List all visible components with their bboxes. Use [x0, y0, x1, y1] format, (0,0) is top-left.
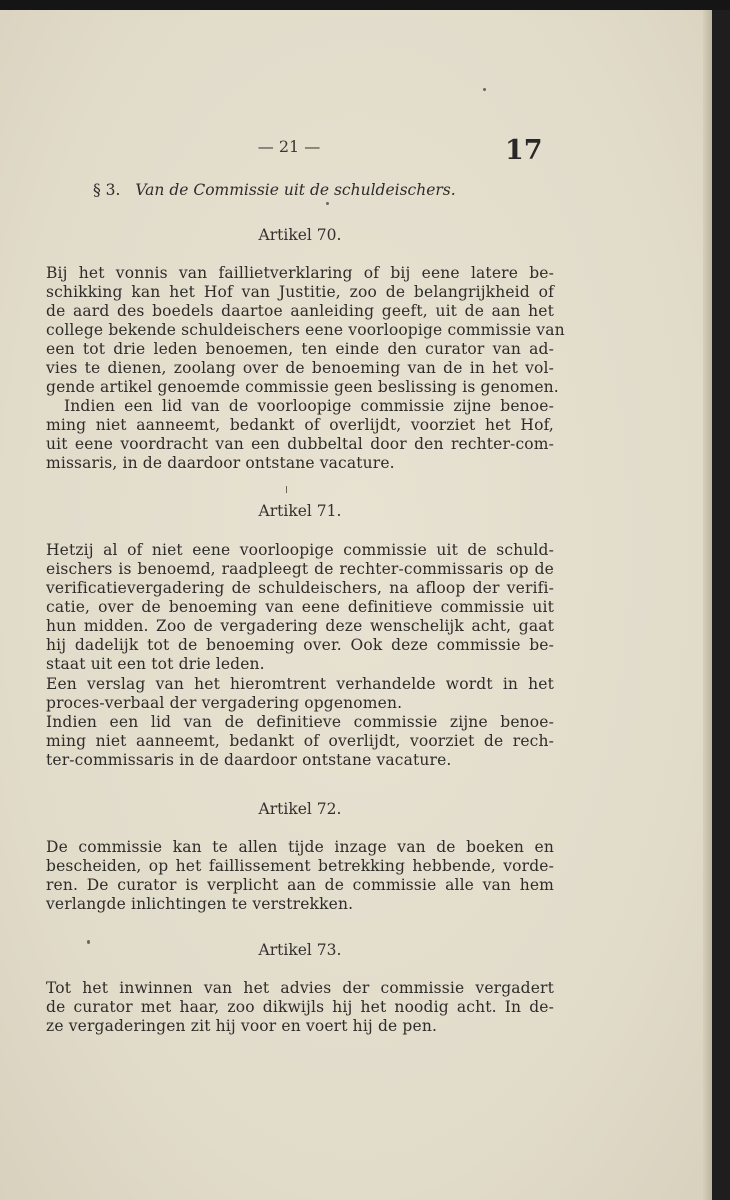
article-paragraph	[46, 264, 565, 397]
text-line: ter-commissaris in de daardoor ontstane vacature.	[46, 751, 452, 769]
paper-speck	[87, 940, 90, 944]
article-heading: Artikel 71.	[258, 502, 342, 520]
text-line: staat uit een tot drie leden.	[46, 655, 265, 673]
text-line: hun midden. Zoo de vergadering deze wenschelijk acht, gaat	[46, 617, 554, 635]
article-paragraph	[46, 397, 554, 473]
paper-speck	[483, 88, 486, 91]
section-heading	[93, 181, 456, 199]
text-line: ming niet aanneemt, bedankt of overlijdt, voorziet de rech-	[46, 732, 554, 750]
text-line: de curator met haar, zoo dikwijls hij het noodig acht. In de-	[46, 998, 554, 1016]
text-line: catie, over de benoeming van eene definitieve commissie uit	[46, 598, 554, 616]
text-line: Indien een lid van de definitieve commissie zijne benoe-	[46, 713, 554, 731]
paper-speck	[286, 486, 287, 493]
text-line: bescheiden, op het faillissement betrekking hebbende, vorde-	[46, 857, 554, 875]
section-title: Van de Commissie uit de schuldeischers.	[135, 181, 456, 199]
text-line: schikking kan het Hof van Justitie, zoo de belangrijkheid of	[46, 283, 554, 301]
text-line: Tot het inwinnen van het advies der commissie vergadert	[46, 979, 554, 997]
scan-right-border	[712, 10, 730, 1200]
text-line: verlangde inlichtingen te verstrekken.	[46, 895, 354, 913]
page-number: 17	[505, 135, 543, 166]
article-paragraph	[46, 838, 554, 914]
text-line: uit eene voordracht van een dubbeltal door den rechter-com-	[46, 435, 554, 453]
text-line: ze vergaderingen zit hij voor en voert hij de pen.	[46, 1017, 438, 1035]
text-line: een tot drie leden benoemen, ten einde den curator van ad-	[46, 340, 554, 358]
article-paragraph	[46, 713, 554, 770]
article-heading: Artikel 73.	[258, 941, 342, 959]
text-line: de aard des boedels daartoe aanleiding geeft, uit de aan het	[46, 302, 554, 320]
text-line: hij dadelijk tot de benoeming over. Ook deze commissie be-	[46, 636, 554, 654]
text-line: Indien een lid van de voorloopige commissie zijne benoe-	[64, 397, 554, 415]
article-paragraph	[46, 979, 554, 1036]
text-line: gende artikel genoemde commissie geen beslissing is genomen.	[46, 378, 559, 396]
page-edge-shadow	[703, 10, 712, 1200]
text-line: eischers is benoemd, raadpleegt de rechter-commissaris op de	[46, 560, 554, 578]
running-page-number: — 21 —	[257, 137, 321, 156]
paper-speck	[326, 202, 329, 205]
article-heading: Artikel 70.	[258, 226, 342, 244]
text-line: proces-verbaal der vergadering opgenomen.	[46, 694, 403, 712]
text-line: ren. De curator is verplicht aan de commissie alle van hem	[46, 876, 554, 894]
text-line: ming niet aanneemt, bedankt of overlijdt, voorziet het Hof,	[46, 416, 554, 434]
text-line: missaris, in de daardoor ontstane vacature.	[46, 454, 395, 472]
text-line: Hetzij al of niet eene voorloopige commissie uit de schuld-	[46, 541, 554, 559]
text-line: verificatievergadering de schuldeischers, na afloop der verifi-	[46, 579, 554, 597]
text-line: vies te dienen, zoolang over de benoeming van de in het vol-	[46, 359, 554, 377]
article-paragraph	[46, 675, 554, 713]
text-line: Een verslag van het hieromtrent verhandelde wordt in het	[46, 675, 554, 693]
section-number: § 3.	[93, 181, 121, 199]
article-paragraph	[46, 541, 554, 674]
article-heading: Artikel 72.	[258, 800, 342, 818]
scan-top-border	[0, 0, 730, 10]
text-line: Bij het vonnis van faillietverklaring of bij eene latere be-	[46, 264, 554, 282]
text-line: college bekende schuldeischers eene voorloopige commissie van	[46, 321, 565, 339]
text-line: De commissie kan te allen tijde inzage van de boeken en	[46, 838, 554, 856]
